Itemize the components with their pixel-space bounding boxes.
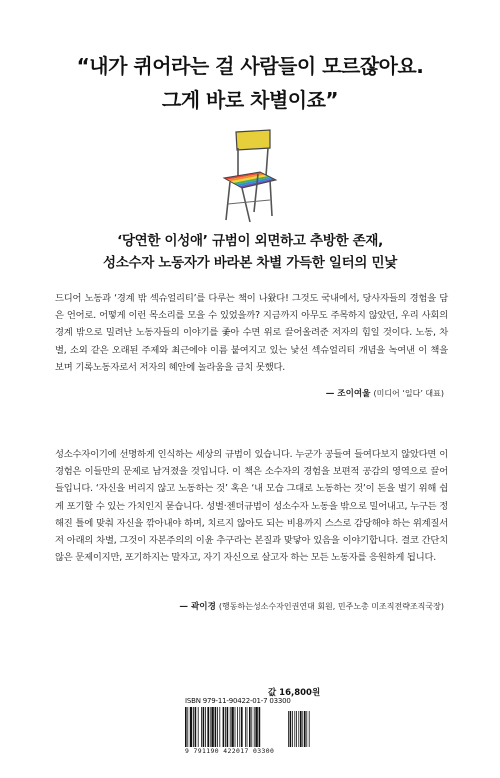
barcode-bar: [211, 707, 213, 747]
barcode-bar: [249, 707, 251, 747]
subtitle-line2: 성소수자 노동자가 바라본 차별 가득한 일터의 민낯: [103, 255, 397, 271]
barcode-bar: [245, 707, 246, 747]
barcode-addon-bar: [290, 711, 292, 747]
barcode-addon-bar: [292, 711, 293, 747]
isbn-text: ISBN 979-11-90422-01-7 03300: [185, 697, 291, 705]
barcode-addon-bar: [288, 711, 289, 747]
barcode-bar: [205, 707, 206, 747]
barcode-addon-bar: [306, 711, 307, 747]
headline-quote-line1: “내가 퀴어라는 걸 사람들이 모르잖아요.: [76, 54, 424, 78]
barcode-bar: [241, 707, 243, 747]
review-author-2: — 곽이경: [179, 602, 216, 612]
barcode-bar: [255, 707, 257, 747]
barcode-addon-bar: [309, 711, 310, 747]
rainbow-chair-icon: [220, 128, 280, 224]
barcode-bar: [193, 707, 194, 747]
headline-quote-line2: 그게 바로 차별이죠”: [161, 88, 339, 112]
barcode-addon-bar: [304, 711, 306, 747]
barcode-addon-bar: [302, 711, 303, 747]
barcode-addon-bar: [294, 711, 295, 747]
barcode-bar: [219, 707, 220, 747]
review-author-role-2: (행동하는성소수자인권연대 회원, 민주노총 미조직전략조직국장): [218, 602, 444, 611]
barcode-bar: [217, 707, 218, 747]
barcode-bar: [190, 707, 192, 747]
barcode-bar: [254, 707, 255, 747]
review-attribution-1: [326, 387, 444, 399]
review-author-1: — 조이여울: [325, 389, 371, 399]
barcode-bar: [198, 707, 199, 747]
barcode-bar: [210, 707, 211, 747]
barcode-bar: [239, 707, 240, 747]
barcode-bar: [259, 707, 261, 747]
barcode-digits: 9 791190 422017 03300: [185, 747, 275, 755]
barcode-addon-bar: [296, 711, 297, 747]
barcode-bar: [235, 707, 236, 747]
isbn-barcode: [185, 697, 313, 757]
barcode-bar: [203, 707, 205, 747]
barcode-bar: [227, 707, 229, 747]
barcode-bar: [225, 707, 226, 747]
barcode-bar: [187, 707, 188, 747]
barcode-addon-bar: [298, 711, 299, 747]
subtitle-line1: ‘당연한 이성애’ 규범이 외면하고 추방한 존재,: [117, 233, 383, 249]
barcode-bar: [207, 707, 209, 747]
review-attribution-2: [179, 600, 444, 612]
barcode-bar: [215, 707, 217, 747]
barcode-bar: [201, 707, 202, 747]
review-paragraph-2: 성소수자이기에 선명하게 인식하는 세상의 규범이 있습니다. 누군가 공들여 들여다보지 않았다면 이 경험은 이들만의 문제로 남겨졌을 것입니다. 이 책은 소수자의 경험을 보편적 공감의 영역으로 끌어들입니다. ‘자신을 버리지 않고 노동하는 것’ 혹은 ‘내 모습 그대로 노동하는 것’이 돈을 벌기 위해 쉽게 포기할 수 있는 가치인지 묻습니다. 성별·젠더규범이 성소수자 노동을 밖으로 밀어내고, 누구든 정해진 틀에 맞춰 자신을 깎아내야 하며, 치르지 않아도 되는 비용까지 스스로 감당해야 하는 위계질서 저 아래의 차별, 그것이 자본주의의 이윤 추구라는 본질과 맞닿아 있음을 이야기합니다. 결코 간단치 않은 문제이지만, 포기하지는 말자고, 자기 자신으로 살고자 하는 모든 노동자를 응원하게 됩니다.: [55, 449, 448, 564]
barcode-bar: [223, 707, 225, 747]
barcode-bar: [230, 707, 231, 747]
barcode-bar: [195, 707, 197, 747]
barcode-addon-bar: [300, 711, 302, 747]
barcode-bars: [185, 707, 313, 747]
review-paragraph-1: 드디어 노동과 ‘경계 밖 섹슈얼리티’를 다루는 책이 나왔다! 그것도 국내에서, 당사자들의 경험을 담은 언어로. 어떻게 이런 목소리를 모을 수 있었을까? 지금까지 아무도 주목하지 않았던, 우리 사회의 경계 밖으로 밀려난 노동자들의 이야기를 좇아 수면 위로 끌어올려준 저자의 힘일 것이다. 노동, 차별, 소외 같은 오래된 주제와 최근에야 이름 붙여지고 있는 낯선 섹슈얼리티 개념을 녹여낸 이 책을 보며 기록노동자로서 저자의 혜안에 놀라움을 금치 못했다.: [55, 293, 448, 373]
barcode-bar: [237, 707, 238, 747]
barcode-bar: [251, 707, 252, 747]
barcode-bar: [231, 707, 233, 747]
barcode-bar: [185, 707, 187, 747]
review-author-role-1: (미디어 ‘일다’ 대표): [373, 389, 444, 398]
price-label: 값 16,800원: [268, 688, 321, 698]
barcode-bar: [247, 707, 248, 747]
